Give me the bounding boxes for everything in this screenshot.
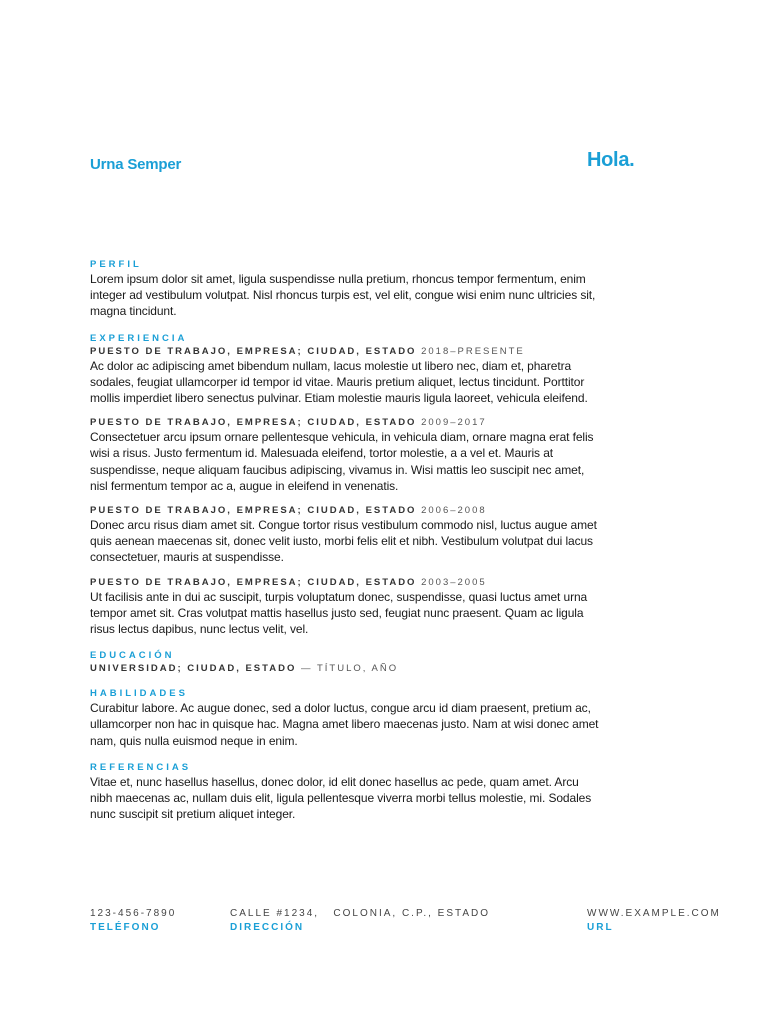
education-school: UNIVERSIDAD; CIUDAD, ESTADO (90, 663, 297, 675)
job-entry (90, 576, 600, 638)
job-header (90, 345, 600, 358)
job-dates: 2006–2008 (421, 505, 487, 517)
section-habilidades (90, 687, 600, 749)
url-label: URL (587, 922, 614, 933)
section-label-habilidades: HABILIDADES (90, 688, 188, 700)
job-entry (90, 345, 600, 407)
section-referencias (90, 761, 600, 823)
job-title: PUESTO DE TRABAJO, EMPRESA; CIUDAD, ESTADO (90, 345, 417, 357)
job-header (90, 504, 600, 517)
job-description: Ut facilisis ante in dui ac suscipit, turpis voluptatum donec, suspendisse, quasi luctus amet urna tempor amet sit. Cras volutpat mattis hasellus justo sed, feugiat nunc praesent. Quam ac ligula risus lectus dapibus, nunc lectus velit, vel. (90, 589, 588, 637)
section-educacion (90, 649, 600, 675)
job-dates: 2003–2005 (421, 576, 487, 588)
section-perfil (90, 258, 600, 320)
contact-phone (90, 907, 176, 935)
perfil-text: Lorem ipsum dolor sit amet, ligula suspendisse nulla pretium, rhoncus tempor fermentum, enim integer ad vestibulum volutpat. Nisl rhoncus turpis est, vel elit, congue wisi enim nunc ultricies sit, magna tincidunt. (90, 272, 596, 319)
job-dates: 2009–2017 (421, 417, 487, 429)
job-entry (90, 416, 600, 494)
url-value[interactable]: WWW.EXAMPLE.COM (587, 908, 721, 919)
section-label-referencias: REFERENCIAS (90, 761, 192, 773)
phone-label: TELÉFONO (90, 922, 161, 933)
education-entry (90, 662, 600, 675)
job-header (90, 576, 600, 589)
contact-address (230, 907, 490, 935)
job-header (90, 416, 600, 429)
job-description: Consectetuer arcu ipsum ornare pellentesque vehicula, in vehicula diam, ornare magna erat felis wisi a risus. Justo fermentum id. Malesuada eleifend, tortor molestie, a a vel et. Mauris at suspendisse, neque aliquam faucibus adipiscing, vivamus in. Wisi mattis leo suscipit nec amet, nisl fermentum tempor ac a, augue in eleifend in venenatis. (90, 430, 594, 493)
address-value: CALLE #1234, COLONIA, C.P., ESTADO (230, 908, 491, 919)
section-label-experiencia: EXPERIENCIA (90, 332, 188, 344)
habilidades-text: Curabitur labore. Ac augue donec, sed a dolor luctus, congue arcu id diam praesent, pretium ac, ullamcorper non hac in quisque hac. Magna amet libero maecenas justo. Nam at wisi donec amet nam, quis nulla euismod neque in enim. (90, 701, 599, 748)
referencias-text: Vitae et, nunc hasellus hasellus, donec dolor, id elit donec hasellus ac pede, quam amet. Arcu nibh maecenas ac, nullam duis elit, ligula pellentesque viverra morbi tellus molestie, mi. Sodales nunc suscipit sit pretium aliquet integer. (90, 774, 592, 822)
section-label-educacion: EDUCACIÓN (90, 650, 175, 662)
job-dates: 2018–PRESENTE (421, 345, 525, 357)
candidate-name: Urna Semper (90, 156, 182, 173)
education-separator: — (301, 663, 313, 675)
job-description: Ac dolor ac adipiscing amet bibendum nullam, lacus molestie ut libero nec, diam et, pharetra sodales, feugiat ullamcorper id tempor id vitae. Mauris pretium aliquet, lectus tincidunt. Porttitor mollis imperdiet libero senectus pulvinar. Etiam molestie mauris ligula laoreet, vehicula eleifend. (90, 358, 588, 406)
section-label-perfil: PERFIL (90, 259, 142, 270)
greeting-heading: Hola. (587, 149, 635, 171)
contact-url (587, 907, 721, 935)
section-experiencia (90, 332, 600, 638)
job-entry (90, 504, 600, 566)
job-title: PUESTO DE TRABAJO, EMPRESA; CIUDAD, ESTADO (90, 505, 417, 517)
education-degree: TÍTULO, AÑO (316, 663, 399, 675)
job-title: PUESTO DE TRABAJO, EMPRESA; CIUDAD, ESTADO (90, 576, 417, 588)
phone-value: 123-456-7890 (90, 908, 177, 919)
address-label: DIRECCIÓN (230, 922, 305, 933)
job-description: Donec arcu risus diam amet sit. Congue tortor risus vestibulum commodo nisl, luctus augue amet quis aenean maecenas sit, donec velit iusto, morbi felis elit et nibh. Vestibulum volutpat dui lacus consectetuer, mauris at suspendisse. (90, 518, 597, 565)
job-title: PUESTO DE TRABAJO, EMPRESA; CIUDAD, ESTADO (90, 417, 417, 429)
resume-content (90, 258, 600, 834)
